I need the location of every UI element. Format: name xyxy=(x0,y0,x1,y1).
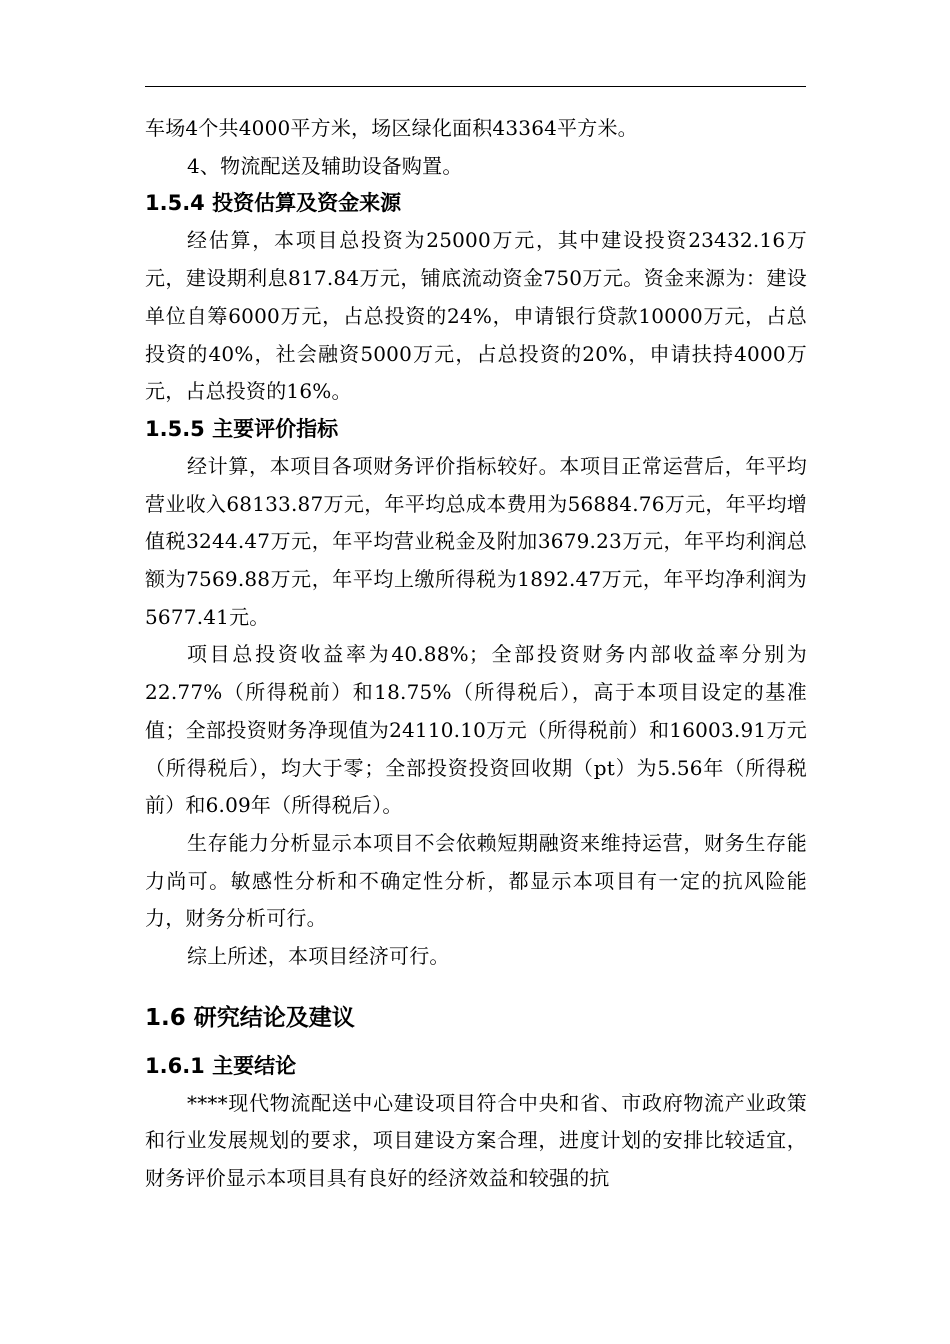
paragraph-main-conclusion: ****现代物流配送中心建设项目符合中央和省、市政府物流产业政策和行业发展规划的要求，项目建设方案合理，进度计划的安排比较适宜，财务评价显示本项目具有良好的经济效益和较强的抗 xyxy=(145,1090,807,1191)
section-heading-1-5-4: 1.5.4 投资估算及资金来源 xyxy=(145,191,402,216)
paragraph-financial-indicators: 经计算，本项目各项财务评价指标较好。本项目正常运营后，年平均营业收入68133.87万元，年平均总成本费用为56884.76万元，年平均增值税3244.47万元，年平均营业税金及附加3679.23万元，年平均利润总额为7569.88万元，年平均上缴所得税为1892.47万元，年平均净利润为5677.41元。 xyxy=(145,453,807,629)
section-heading-1-5-5: 1.5.5 主要评价指标 xyxy=(145,416,339,441)
section-heading-1-6: 1.6 研究结论及建议 xyxy=(145,1004,355,1031)
paragraph-survival-analysis: 生存能力分析显示本项目不会依赖短期融资来维持运营，财务生存能力尚可。敏感性分析和不确定性分析，都显示本项目有一定的抗风险能力，财务分析可行。 xyxy=(145,830,807,931)
list-item-4: 4、物流配送及辅助设备购置。 xyxy=(187,153,463,178)
header-rule xyxy=(145,86,806,87)
section-heading-1-6-1: 1.6.1 主要结论 xyxy=(145,1053,297,1078)
continued-paragraph: 车场4个共4000平方米，场区绿化面积43364平方米。 xyxy=(145,116,638,140)
paragraph-return-rates: 项目总投资收益率为40.88%；全部投资财务内部收益率分别为22.77%（所得税前）和18.75%（所得税后），高于本项目设定的基准值；全部投资财务净现值为24110.10万元（所得税前）和16003.91万元（所得税后），均大于零；全部投资投资回收期（pt）为5.56年（所得税前）和6.09年（所得税后）。 xyxy=(145,642,807,818)
paragraph-summary: 综上所述，本项目经济可行。 xyxy=(187,944,450,969)
paragraph-investment-estimate: 经估算，本项目总投资为25000万元，其中建设投资23432.16万元，建设期利息817.84万元，铺底流动资金750万元。资金来源为：建设单位自筹6000万元，占总投资的24%，申请银行贷款10000万元，占总投资的40%，社会融资5000万元，占总投资的20%，申请扶持4000万元，占总投资的16%。 xyxy=(145,228,807,404)
document-body xyxy=(145,110,807,1198)
